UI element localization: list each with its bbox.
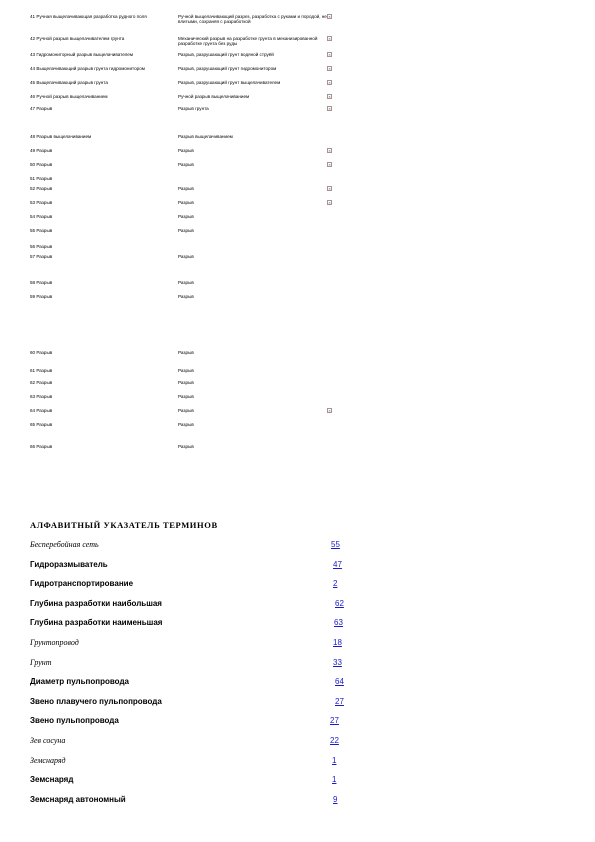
term-name: 66 Разрыв [30, 444, 53, 449]
term-name: 54 Разрыв [30, 214, 53, 219]
broken-image-icon: × [328, 36, 331, 41]
broken-image-icon: × [328, 106, 331, 111]
index-entry [30, 598, 350, 610]
term-definition: Разрыв [178, 422, 194, 427]
term-name: 47 Разрыв [30, 106, 53, 111]
term-definition: Разрыв [178, 200, 194, 205]
index-entry [30, 657, 350, 669]
term-row [30, 94, 340, 106]
broken-image-icon: × [328, 408, 331, 413]
broken-image-icon: × [328, 94, 331, 99]
term-row [30, 350, 340, 368]
term-definition: Разрыв [178, 380, 194, 385]
index-page-link[interactable]: 27 [335, 696, 344, 706]
term-row [30, 134, 340, 148]
broken-image-icon: × [328, 148, 331, 153]
term-row [30, 422, 340, 444]
term-name: 41 Ручная выщелачивающая разработка рудного поля [30, 14, 147, 19]
term-definition: Разрыв [178, 350, 194, 355]
index-entry [30, 755, 350, 767]
term-row [30, 176, 340, 186]
index-term: Грунт [30, 657, 52, 667]
index-term: Диаметр пульпопровода [30, 677, 129, 687]
term-row [30, 214, 340, 228]
term-name: 63 Разрыв [30, 394, 53, 399]
term-definition: Разрыв, разрушающий грунт выщелачивателем [178, 80, 281, 85]
term-name: 57 Разрыв [30, 254, 53, 259]
term-definition: Разрыв [178, 368, 194, 373]
index-entry [30, 676, 350, 688]
index-page-link[interactable]: 55 [331, 540, 340, 549]
term-row [30, 294, 340, 350]
term-row [30, 444, 340, 460]
term-name: 50 Разрыв [30, 162, 53, 167]
broken-image-icon: × [328, 80, 331, 85]
term-definition: Разрыв [178, 148, 194, 153]
index-term: Глубина разработки наименьшая [30, 618, 163, 628]
index-term: Земснаряд [30, 755, 66, 765]
index-page-link[interactable]: 18 [333, 638, 342, 647]
term-name: 60 Разрыв [30, 350, 53, 355]
index-entry [30, 637, 350, 649]
index-page-link[interactable]: 1 [332, 755, 337, 765]
index-entry [30, 774, 350, 786]
index-term: Земснаряд автономный [30, 794, 126, 804]
broken-image-icon: × [328, 186, 331, 191]
index-term: Зев сосуна [30, 736, 66, 745]
index-page-link[interactable]: 1 [332, 775, 337, 785]
term-row [30, 368, 340, 380]
broken-image-icon: × [328, 162, 331, 167]
broken-image-icon: × [328, 52, 331, 57]
term-definition: Ручной разрыв выщелачиванием [178, 94, 250, 99]
term-name: 42 Ручной разрыв выщелачивателем грунта [30, 36, 125, 41]
broken-image-icon: × [328, 66, 331, 71]
term-name: 61 Разрыв [30, 368, 53, 373]
term-name: 55 Разрыв [30, 228, 53, 233]
term-name: 46 Ручной разрыв выщелачиванием [30, 94, 108, 99]
index-term: Гидротранспортирование [30, 579, 134, 589]
index-term: Звено плавучего пульпопровода [30, 696, 162, 706]
index-entry [30, 617, 350, 629]
index-page-link[interactable]: 27 [330, 716, 339, 726]
index-entry [30, 578, 350, 590]
term-row [30, 228, 340, 244]
index-entry [30, 696, 350, 708]
term-definition: Разрыв [178, 186, 194, 191]
term-row [30, 148, 340, 162]
index-term: Глубина разработки наибольшая [30, 598, 162, 608]
term-definition: Механический разрыв на разработке грунта в механизированной разработке грунта без руды [178, 36, 318, 47]
index-page-link[interactable]: 9 [333, 794, 338, 804]
term-row [30, 380, 340, 394]
term-definition: Разрыв выщелачиванием [178, 134, 233, 139]
index-page-link[interactable]: 64 [335, 677, 344, 687]
term-name: 65 Разрыв [30, 422, 53, 427]
term-definition: Разрыв [178, 408, 194, 413]
term-definition: Разрыв, разрушающий грунт водяной струёй [178, 52, 274, 57]
index-title: АЛФАВИТНЫЙ УКАЗАТЕЛЬ ТЕРМИНОВ [30, 520, 218, 530]
term-definition: Ручной выщелачивающий разрез, разработка с руками и породой, не влитыми, сохраняя с разработкой [178, 14, 327, 25]
term-name: 45 Выщелачивающий разрыв грунта [30, 80, 108, 85]
term-name: 53 Разрыв [30, 200, 53, 205]
broken-image-icon: × [328, 200, 331, 205]
term-row [30, 80, 340, 94]
index-entry [30, 735, 350, 747]
index-entry [30, 794, 350, 806]
term-row [30, 408, 340, 422]
term-row [30, 394, 340, 408]
index-page-link[interactable]: 47 [333, 559, 342, 569]
term-name: 51 Разрыв [30, 176, 53, 181]
index-term: Гидроразмыватель [30, 559, 108, 569]
term-name: 52 Разрыв [30, 186, 53, 191]
term-definition: Разрыв [178, 228, 194, 233]
index-page-link[interactable]: 22 [330, 736, 339, 745]
term-row [30, 200, 340, 214]
index-entry [30, 539, 350, 551]
term-name: 62 Разрыв [30, 380, 53, 385]
term-row [30, 162, 340, 176]
term-definition: Разрыв грунта [178, 106, 209, 111]
term-definition: Разрыв, разрушающий грунт гидромонитором [178, 66, 277, 71]
term-name: 48 Разрыв выщелачиванием [30, 134, 92, 139]
term-name: 56 Разрыв [30, 244, 53, 249]
term-definition: Разрыв [178, 162, 194, 167]
term-definition: Разрыв [178, 214, 194, 219]
term-row [30, 66, 340, 80]
index-term: Земснаряд [30, 775, 74, 785]
term-row [30, 106, 340, 134]
term-name: 64 Разрыв [30, 408, 53, 413]
index-term: Бесперебойная сеть [30, 540, 99, 549]
term-definition: Разрыв [178, 394, 194, 399]
term-name: 59 Разрыв [30, 294, 53, 299]
broken-image-icon: × [328, 14, 331, 19]
term-name: 44 Выщелачивающий разрыв грунта гидромонитором [30, 66, 145, 71]
term-row [30, 186, 340, 200]
term-definition: Разрыв [178, 254, 194, 259]
index-page-link[interactable]: 33 [333, 657, 342, 667]
term-row [30, 52, 340, 66]
index-page-link[interactable]: 63 [334, 618, 343, 628]
term-definition: Разрыв [178, 444, 194, 449]
term-name: 43 Гидромониторный разрыв выщелачивателем [30, 52, 134, 57]
term-row [30, 254, 340, 280]
term-definition: Разрыв [178, 280, 194, 285]
term-row [30, 36, 340, 52]
index-term: Звено пульпопровода [30, 716, 119, 726]
index-term: Грунтопровод [30, 638, 79, 647]
term-definition: Разрыв [178, 294, 194, 299]
term-row [30, 14, 340, 36]
index-entry [30, 559, 350, 571]
term-name: 58 Разрыв [30, 280, 53, 285]
term-row [30, 280, 340, 294]
index-entry [30, 715, 350, 727]
index-page-link[interactable]: 2 [333, 579, 338, 589]
term-row [30, 244, 340, 254]
index-page-link[interactable]: 62 [335, 598, 344, 608]
term-name: 49 Разрыв [30, 148, 53, 153]
